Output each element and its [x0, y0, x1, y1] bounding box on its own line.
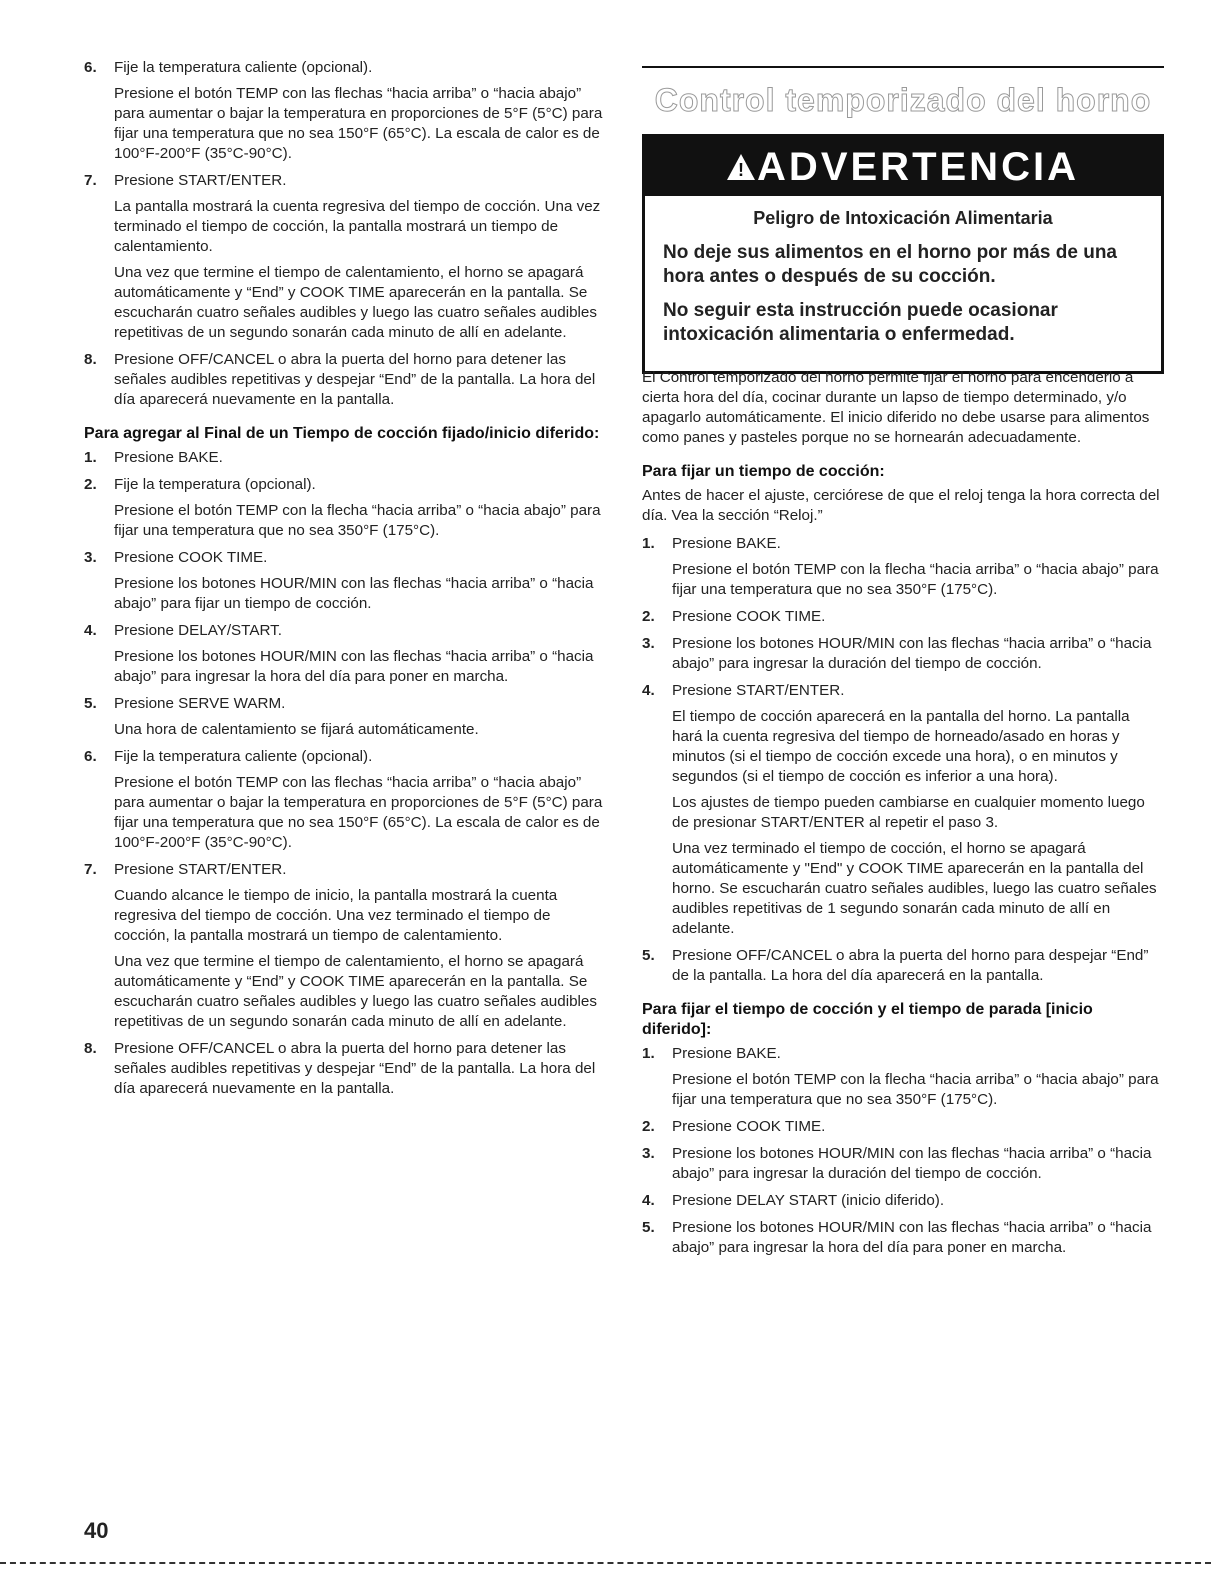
step-number: 4.	[642, 682, 655, 699]
warning-header	[645, 137, 1161, 196]
step-text: El tiempo de cocción aparecerá en la pantalla del horno. La pantalla hará la cuenta regresiva del tiempo de horneado/asado en horas y minutos (si el tiempo de cocción excede una hora), o en minutos y segundos (si el tiempo de cocción es inferior a una hora).	[672, 708, 1130, 785]
page-number: 40	[84, 1518, 109, 1543]
step-text: Presione COOK TIME.	[672, 1118, 826, 1135]
step-number: 8.	[84, 1040, 97, 1057]
list-item	[84, 475, 604, 541]
step-text: Fije la temperatura caliente (opcional).	[114, 59, 373, 76]
step-number: 7.	[84, 172, 97, 189]
warning-body	[645, 196, 1161, 371]
step-text: Presione los botones HOUR/MIN con las flechas “hacia arriba” o “hacia abajo” para ingresar la duración del tiempo de cocción.	[672, 1145, 1152, 1182]
left-section-heading: Para agregar al Final de un Tiempo de cocción fijado/inicio diferido:	[84, 425, 600, 442]
step-text: Presione DELAY/START.	[114, 622, 282, 639]
warning-subtitle: Peligro de Intoxicación Alimentaria	[753, 208, 1053, 228]
step-number: 2.	[642, 1118, 655, 1135]
list-item	[642, 681, 1162, 939]
step-number: 1.	[84, 449, 97, 466]
right-intro: El Control temporizado del horno permite fijar el horno para encenderlo a cierta hora del día, cocinar durante un lapso de tiempo determinado, y/o apagarlo automáticamente. El inicio diferido no debe usarse para alimentos como panes y pasteles porque no se hornearán adecuadamente.	[642, 369, 1150, 446]
step-text: Presione OFF/CANCEL o abra la puerta del horno para detener las señales audibles repetitivas y despejar “End” de la pantalla. La hora del día aparecerá nuevamente en la pantalla.	[114, 1040, 596, 1097]
list-item	[84, 1039, 604, 1099]
section-rule	[642, 66, 1164, 68]
warning-box	[642, 134, 1164, 374]
step-text: Presione el botón TEMP con la flecha “hacia arriba” o “hacia abajo” para fijar una temperatura que no sea 350°F (175°C).	[672, 561, 1159, 598]
step-text: Presione START/ENTER.	[672, 682, 845, 699]
right-heading-1: Para fijar un tiempo de cocción:	[642, 463, 885, 480]
list-item	[84, 694, 604, 740]
step-text: Presione COOK TIME.	[114, 549, 268, 566]
step-number: 3.	[84, 549, 97, 566]
step-text: Presione OFF/CANCEL o abra la puerta del horno para detener las señales audibles repetitivas y despejar “End” de la pantalla. La hora del día aparecerá nuevamente en la pantalla.	[114, 351, 596, 408]
step-text: Presione START/ENTER.	[114, 861, 287, 878]
step-text: Presione el botón TEMP con las flechas “hacia arriba” o “hacia abajo” para aumentar o bajar la temperatura en proporciones de 5°F (5°C) para fijar una temperatura que no sea 150°F (65°C). La escala de calor es de 100°F-200°F (35°C-90°C).	[114, 85, 603, 162]
list-item	[642, 634, 1162, 674]
list-item	[642, 1144, 1162, 1184]
step-number: 5.	[642, 1219, 655, 1236]
step-text: Presione los botones HOUR/MIN con las flechas “hacia arriba” o “hacia abajo” para fijar un tiempo de cocción.	[114, 575, 594, 612]
step-text: Presione los botones HOUR/MIN con las flechas “hacia arriba” o “hacia abajo” para ingresar la duración del tiempo de cocción.	[672, 635, 1152, 672]
warning-triangle-icon	[727, 154, 755, 180]
step-number: 2.	[84, 476, 97, 493]
warning-header-text: ADVERTENCIA	[757, 145, 1079, 189]
step-text: Presione OFF/CANCEL o abra la puerta del horno para despejar “End” de la pantalla. La hora del día aparecerá en la pantalla.	[672, 947, 1149, 984]
list-item	[84, 171, 604, 343]
right-column	[642, 368, 1162, 1265]
step-text: Una vez que termine el tiempo de calentamiento, el horno se apagará automáticamente y “End” y COOK TIME aparecerán en la pantalla. Se escucharán cuatro señales audibles y luego las cuatro señales audibles repetitivas de un segundo sonarán cada minuto de allí en adelante.	[114, 953, 597, 1030]
step-text: Fije la temperatura (opcional).	[114, 476, 316, 493]
list-item	[84, 860, 604, 1032]
step-text: Presione DELAY START (inicio diferido).	[672, 1192, 945, 1209]
step-number: 3.	[642, 635, 655, 652]
step-text: Presione BAKE.	[672, 1045, 781, 1062]
step-text: Los ajustes de tiempo pueden cambiarse en cualquier momento luego de presionar START/ENTER al repetir el paso 3.	[672, 794, 1145, 831]
step-text: La pantalla mostrará la cuenta regresiva del tiempo de cocción. Una vez terminado el tiempo de cocción, la pantalla mostrará un tiempo de calentamiento.	[114, 198, 601, 255]
step-text: Presione el botón TEMP con las flechas “hacia arriba” o “hacia abajo” para aumentar o bajar la temperatura en proporciones de 5°F (5°C) para fijar una temperatura que no sea 150°F (65°C). La escala de calor es de 100°F-200°F (35°C-90°C).	[114, 774, 603, 851]
step-number: 4.	[84, 622, 97, 639]
step-number: 5.	[84, 695, 97, 712]
step-number: 1.	[642, 535, 655, 552]
right-steps-2	[642, 1044, 1162, 1258]
left-steps	[84, 448, 604, 1099]
right-heading-1-note: Antes de hacer el ajuste, cerciórese de que el reloj tenga la hora correcta del día. Vea la sección “Reloj.”	[642, 487, 1160, 524]
list-item	[84, 548, 604, 614]
list-item	[642, 1117, 1162, 1137]
step-text: Una vez terminado el tiempo de cocción, el horno se apagará automáticamente y "End" y COOK TIME aparecerán en la pantalla del horno. Se escucharán cuatro señales audibles, luego las cuatro señales audibles repetitivas de 1 segundo sonarán cada minuto de allí en adelante.	[672, 840, 1157, 937]
list-item	[642, 946, 1162, 986]
step-number: 8.	[84, 351, 97, 368]
step-number: 3.	[642, 1145, 655, 1162]
list-item	[642, 1191, 1162, 1211]
warning-message-2: No seguir esta instrucción puede ocasionar intoxicación alimentaria o enfermedad.	[663, 300, 1058, 345]
step-text: Presione COOK TIME.	[672, 608, 826, 625]
step-text: Una hora de calentamiento se fijará automáticamente.	[114, 721, 479, 738]
section-title: Control temporizado del horno	[654, 82, 1152, 118]
step-number: 6.	[84, 59, 97, 76]
step-number: 5.	[642, 947, 655, 964]
step-text: Presione SERVE WARM.	[114, 695, 286, 712]
left-column	[84, 58, 604, 1106]
step-text: Fije la temperatura caliente (opcional).	[114, 748, 373, 765]
right-heading-2: Para fijar el tiempo de cocción y el tiempo de parada [inicio diferido]:	[642, 1001, 1093, 1038]
list-item	[642, 1218, 1162, 1258]
step-number: 6.	[84, 748, 97, 765]
step-text: Presione los botones HOUR/MIN con las flechas “hacia arriba” o “hacia abajo” para ingresar la hora del día para poner en marcha.	[672, 1219, 1152, 1256]
step-number: 2.	[642, 608, 655, 625]
bottom-dashed-line	[0, 1562, 1211, 1564]
step-text: Cuando alcance le tiempo de inicio, la pantalla mostrará la cuenta regresiva del tiempo de cocción. Una vez terminado el tiempo de cocción, la pantalla mostrará un tiempo de calentamiento.	[114, 887, 558, 944]
step-text: Presione BAKE.	[114, 449, 223, 466]
step-text: Presione los botones HOUR/MIN con las flechas “hacia arriba” o “hacia abajo” para ingresar la hora del día para poner en marcha.	[114, 648, 594, 685]
list-item	[642, 607, 1162, 627]
step-number: 4.	[642, 1192, 655, 1209]
list-item	[84, 621, 604, 687]
list-item	[84, 58, 604, 164]
warning-symbol: !	[738, 160, 748, 181]
step-number: 1.	[642, 1045, 655, 1062]
left-intro-steps	[84, 58, 604, 410]
step-text: Presione el botón TEMP con la flecha “hacia arriba” o “hacia abajo” para fijar una temperatura que no sea 350°F (175°C).	[114, 502, 601, 539]
list-item	[642, 1044, 1162, 1110]
step-number: 7.	[84, 861, 97, 878]
step-text: Una vez que termine el tiempo de calentamiento, el horno se apagará automáticamente y “End” y COOK TIME aparecerán en la pantalla. Se escucharán cuatro señales audibles y luego las cuatro señales audibles repetitivas de un segundo sonarán cada minuto de allí en adelante.	[114, 264, 597, 341]
step-text: Presione BAKE.	[672, 535, 781, 552]
list-item	[84, 747, 604, 853]
step-text: Presione START/ENTER.	[114, 172, 287, 189]
list-item	[84, 448, 604, 468]
list-item	[642, 534, 1162, 600]
warning-message-1: No deje sus alimentos en el horno por más de una hora antes o después de su cocción.	[663, 242, 1117, 287]
right-steps-1	[642, 534, 1162, 986]
step-text: Presione el botón TEMP con la flecha “hacia arriba” o “hacia abajo” para fijar una temperatura que no sea 350°F (175°C).	[672, 1071, 1159, 1108]
list-item	[84, 350, 604, 410]
